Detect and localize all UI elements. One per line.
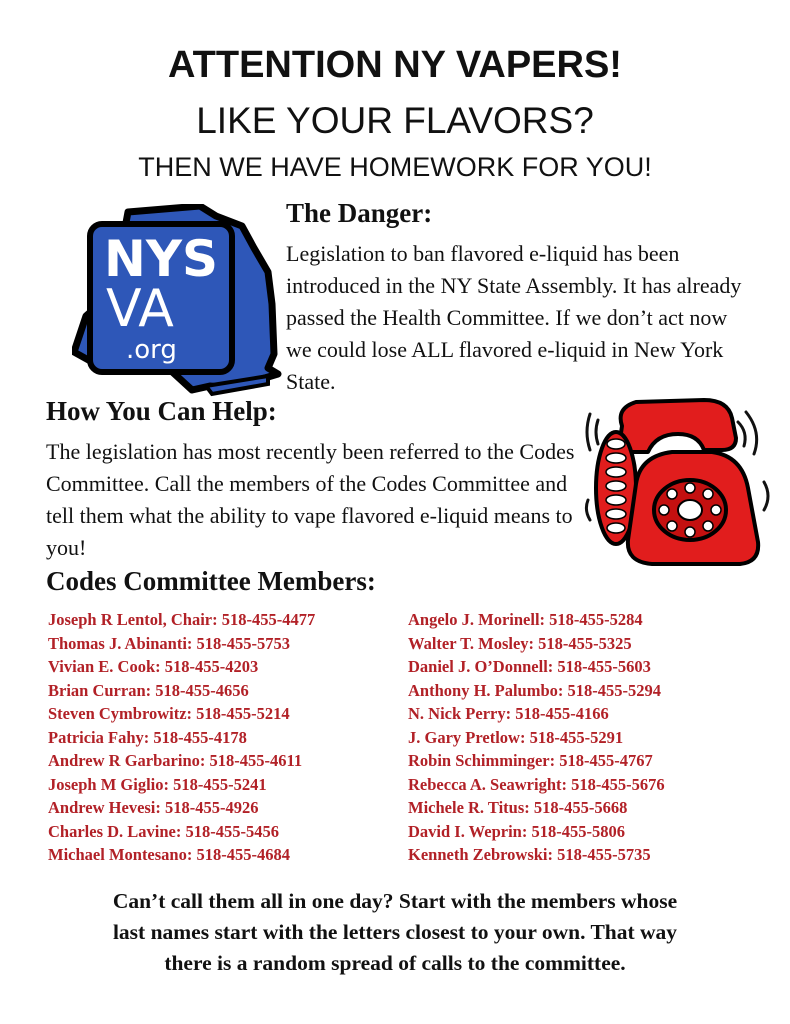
footer-advice (20, 886, 770, 979)
member-entry: Joseph R Lentol, Chair: 518-455-4477 (48, 610, 316, 629)
danger-paragraph: Legislation to ban flavored e-liquid has been introduced in the NY State Assembly. It has already passed the Health Committee. If we don’t act now we could lose ALL flavored e-liquid in New York State. (286, 241, 742, 394)
help-paragraph: The legislation has most recently been referred to the Codes Committee. Call the members of the Codes Committee and tell them what the ability to vape flavored e-liquid means to you! (46, 439, 575, 560)
member-entry: Michele R. Titus: 518-455-5668 (408, 798, 628, 817)
members-heading: Codes Committee Members: (46, 566, 376, 596)
headline-attention: ATTENTION NY VAPERS! (168, 44, 622, 86)
member-entry: Daniel J. O’Donnell: 518-455-5603 (408, 657, 651, 676)
member-entry: J. Gary Pretlow: 518-455-5291 (408, 727, 624, 747)
nysva-logo (72, 204, 282, 400)
help-heading: How You Can Help: (46, 396, 277, 426)
footer-line: there is a random spread of calls to the committee. (164, 951, 626, 975)
member-entry: Joseph M Giglio: 518-455-5241 (48, 774, 267, 794)
member-entry: Steven Cymbrowitz: 518-455-5214 (48, 704, 290, 723)
member-entry: Michael Montesano: 518-455-4684 (48, 845, 290, 864)
member-entry: David I. Weprin: 518-455-5806 (408, 821, 625, 841)
member-entry: Charles D. Lavine: 518-455-5456 (48, 821, 279, 841)
danger-heading: The Danger: (286, 198, 433, 228)
members-list-right (408, 608, 665, 867)
member-entry: Brian Curran: 518-455-4656 (48, 680, 249, 700)
headline-flavors: LIKE YOUR FLAVORS? (196, 100, 594, 141)
member-entry: Thomas J. Abinanti: 518-455-5753 (48, 633, 291, 653)
member-entry: Robin Schimminger: 518-455-4767 (408, 751, 653, 770)
ringing-telephone-icon (582, 392, 778, 570)
member-entry: Rebecca A. Seawright: 518-455-5676 (408, 774, 665, 794)
logo-va: VA (106, 279, 174, 339)
member-entry: N. Nick Perry: 518-455-4166 (408, 704, 609, 723)
member-entry: Angelo J. Morinell: 518-455-5284 (408, 610, 643, 629)
member-entry: Andrew Hevesi: 518-455-4926 (48, 798, 259, 817)
footer-line: last names start with the letters closest to your own. That way (112, 920, 678, 944)
member-entry: Patricia Fahy: 518-455-4178 (48, 727, 247, 747)
members-list-left (48, 608, 315, 867)
member-entry: Andrew R Garbarino: 518-455-4611 (48, 751, 303, 770)
member-entry: Walter T. Mosley: 518-455-5325 (408, 633, 632, 653)
logo-nys: NYS (104, 230, 219, 288)
member-entry: Anthony H. Palumbo: 518-455-5294 (408, 680, 662, 700)
headline-homework: THEN WE HAVE HOMEWORK FOR YOU! (138, 152, 652, 182)
member-entry: Kenneth Zebrowski: 518-455-5735 (408, 845, 651, 864)
logo-org: .org (126, 335, 177, 365)
footer-line: Can’t call them all in one day? Start with the members whose (112, 889, 678, 913)
member-entry: Vivian E. Cook: 518-455-4203 (48, 657, 259, 676)
